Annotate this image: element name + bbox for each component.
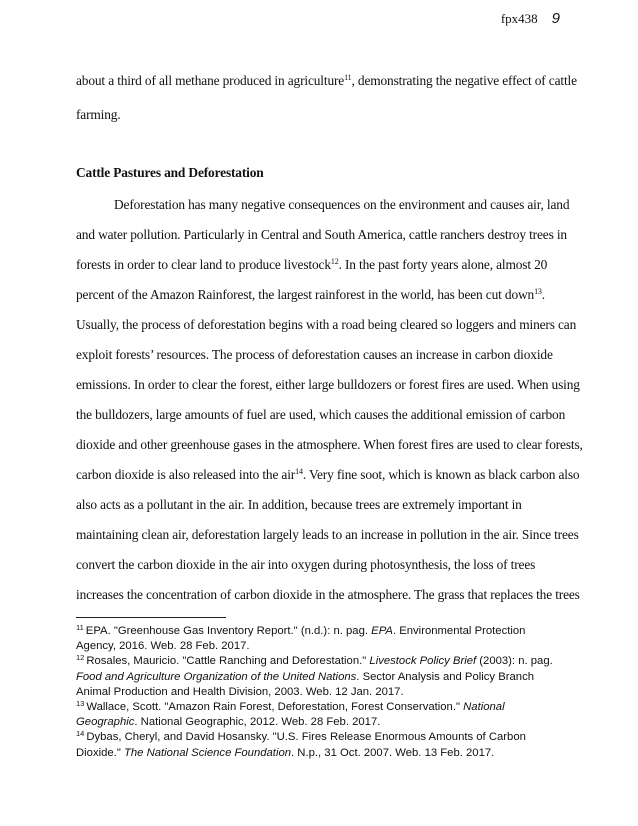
footnote-14-cont: Dioxide." The National Science Foundation. N.p., 31 Oct. 2007. Web. 13 Feb. 2017. bbox=[76, 746, 495, 759]
paragraph-line: and water pollution. Particularly in Central and South America, cattle ranchers destroy trees in bbox=[76, 227, 567, 242]
footnote-12-cont: Food and Agriculture Organization of the United Nations. Sector Analysis and Policy Branch bbox=[76, 670, 534, 683]
footnote-11: $^{11}$ EPA. "Greenhouse Gas Inventory Report." (n.d.): n. pag. EPA. Environmental Protection bbox=[76, 623, 526, 637]
footnote-separator bbox=[76, 617, 226, 618]
paragraph-line: percent of the Amazon Rainforest, the largest rainforest in the world, has been cut down$^{13}$. bbox=[76, 287, 545, 302]
paragraph-line: convert the carbon dioxide in the air into oxygen during photosynthesis, the loss of trees bbox=[76, 557, 536, 572]
paragraph-line: the bulldozers, large amounts of fuel are used, which causes the additional emission of carbon bbox=[76, 407, 566, 422]
paragraph-line: Usually, the process of deforestation begins with a road being cleared so loggers and miners can bbox=[76, 317, 577, 332]
header-author: fpx438 bbox=[500, 11, 538, 26]
footnote-14: $^{14}$ Dybas, Cheryl, and David Hosansky. "U.S. Fires Release Enormous Amounts of Carbon bbox=[76, 729, 526, 744]
paragraph-line: dioxide and other greenhouse gases in the atmosphere. When forest fires are used to clear forests, bbox=[76, 437, 583, 452]
paragraph-line: forests in order to clear land to produce livestock$^{12}$. In the past forty years alone, almost 20 bbox=[76, 257, 548, 272]
paragraph-line: emissions. In order to clear the forest, either large bulldozers or forest fires are used. When using bbox=[76, 377, 580, 392]
footnote-ref-14: 14 bbox=[295, 467, 303, 476]
page-header bbox=[501, 10, 560, 30]
intro-line-2: farming. bbox=[76, 107, 121, 122]
footnote-12-cont: Animal Production and Health Division, 2003. Web. 12 Jan. 2017. bbox=[76, 685, 404, 698]
intro-line-1: about a third of all methane produced in agriculture$^{11}$, demonstrating the negative effect of cattle bbox=[76, 73, 577, 88]
paragraph-line: carbon dioxide is also released into the air$^{14}$. Very fine soot, which is known as black carbon also bbox=[76, 467, 580, 482]
footnote-ref-13: 13 bbox=[534, 287, 542, 296]
section-heading: Cattle Pastures and Deforestation bbox=[76, 165, 264, 180]
header-page-number: 9 bbox=[551, 10, 560, 27]
footnote-12: $^{12}$ Rosales, Mauricio. "Cattle Ranching and Deforestation." Livestock Policy Brief (2003): n. pag. bbox=[76, 653, 553, 668]
paragraph-line: exploit forests’ resources. The process of deforestation causes an increase in carbon dioxide bbox=[76, 347, 553, 362]
footnote-ref-12: 12 bbox=[330, 257, 339, 266]
paragraph-line: maintaining clean air, deforestation largely leads to an increase in pollution in the air. Since trees bbox=[76, 527, 579, 542]
paragraph-line: increases the concentration of carbon dioxide in the atmosphere. The grass that replaces the trees bbox=[76, 587, 580, 602]
footnote-ref-11: 11 bbox=[344, 73, 352, 82]
paragraph-line: also acts as a pollutant in the air. In addition, because trees are extremely important in bbox=[76, 497, 522, 512]
footnotes bbox=[76, 624, 576, 761]
footnote-11-cont: Agency, 2016. Web. 28 Feb. 2017. bbox=[76, 640, 250, 653]
footnote-13: $^{13}$ Wallace, Scott. "Amazon Rain Forest, Deforestation, Forest Conservation." National bbox=[76, 698, 505, 713]
paragraph-line: Deforestation has many negative consequences on the environment and causes air, land bbox=[114, 197, 570, 212]
footnote-13-cont: Geographic. National Geographic, 2012. Web. 28 Feb. 2017. bbox=[76, 716, 381, 729]
